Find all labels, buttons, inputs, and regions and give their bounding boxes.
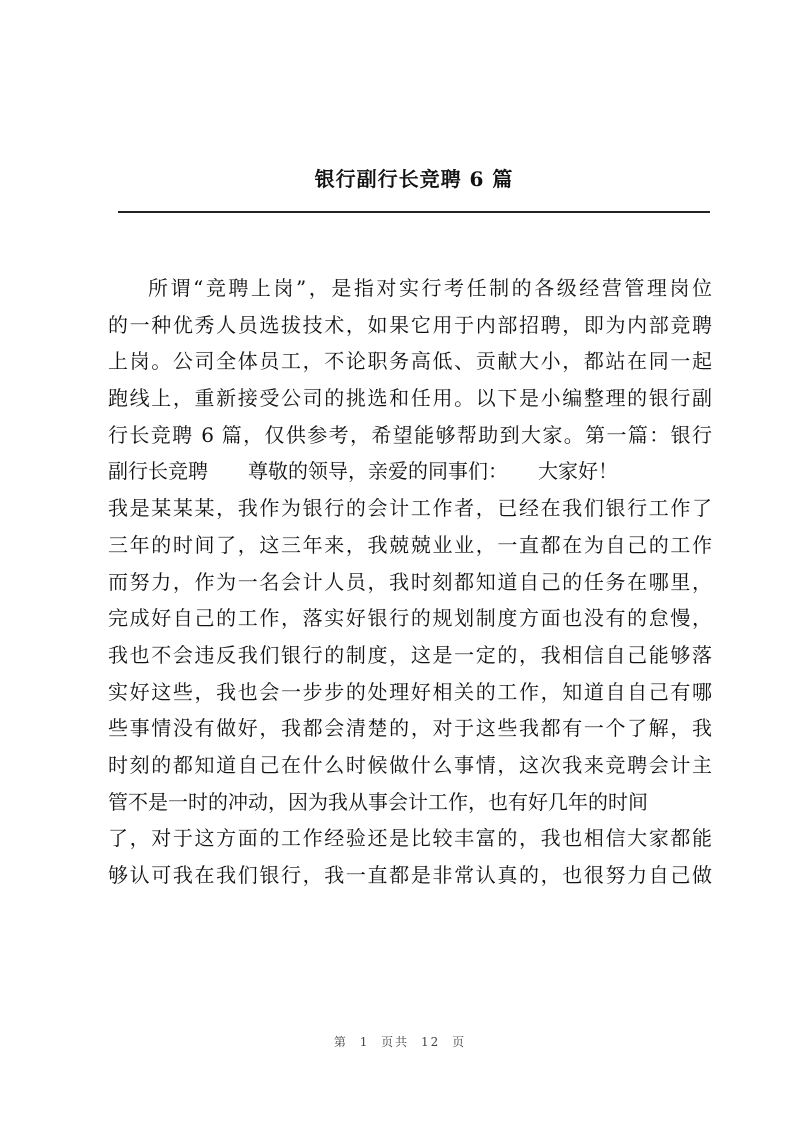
body-line: 所谓“竞聘上岗”，是指对实行考任制的各级经营管理岗位 — [148, 276, 712, 300]
body-line: 跑线上，重新接受公司的挑选和任用。以下是小编整理的银行副 — [108, 386, 712, 411]
body-line: 的一种优秀人员选拔技术，如果它用于内部招聘，即为内部竞聘 — [108, 312, 712, 337]
body-line: 管不是一时的冲动，因为我从事会计工作，也有好几年的时间 — [108, 789, 648, 814]
body-line: 而努力，作为一名会计人员，我时刻都知道自己的任务在哪里， — [108, 569, 712, 594]
body-line: 够认可我在我们银行，我一直都是非常认真的，也很努力自己做 — [108, 863, 712, 887]
page-footer — [0, 1033, 800, 1050]
body-line: 上岗。公司全体员工，不论职务高低、贡献大小，都站在同一起 — [108, 349, 712, 374]
document-title: 银行副行长竞聘 6 篇 — [314, 167, 514, 191]
body-line: 行长竞聘 6 篇，仅供参考，希望能够帮助到大家。第一篇：银行 — [108, 422, 712, 447]
body-line: 实好这些，我也会一步步的处理好相关的工作，知道自自己有哪 — [108, 679, 712, 704]
footer-middle: 页共 — [381, 1035, 410, 1049]
footer-prefix: 第 — [333, 1035, 348, 1049]
body-line: 我是某某某，我作为银行的会计工作者，已经在我们银行工作了 — [108, 496, 712, 521]
body-line: 三年的时间了，这三年来，我兢兢业业，一直都在为自己的工作 — [108, 532, 712, 557]
title-divider — [118, 211, 710, 213]
document-body — [108, 270, 712, 894]
body-line: 完成好自己的工作，落实好银行的规划制度方面也没有的怠慢， — [108, 606, 712, 631]
footer-total-pages: 12 — [421, 1035, 441, 1049]
body-line: 些事情没有做好，我都会清楚的，对于这些我都有一个了解，我 — [108, 716, 712, 741]
footer-suffix: 页 — [452, 1035, 467, 1049]
footer-page-number: 1 — [359, 1035, 370, 1049]
body-line: 我也不会违反我们银行的制度，这是一定的，我相信自己能够落 — [108, 642, 712, 667]
body-line: 了，对于这方面的工作经验还是比较丰富的，我也相信大家都能 — [108, 826, 712, 851]
body-line: 副行长竞聘 尊敬的领导，亲爱的同事们： 大家好！ — [108, 459, 618, 484]
body-line: 时刻的都知道自己在什么时候做什么事情，这次我来竞聘会计主 — [108, 752, 712, 777]
